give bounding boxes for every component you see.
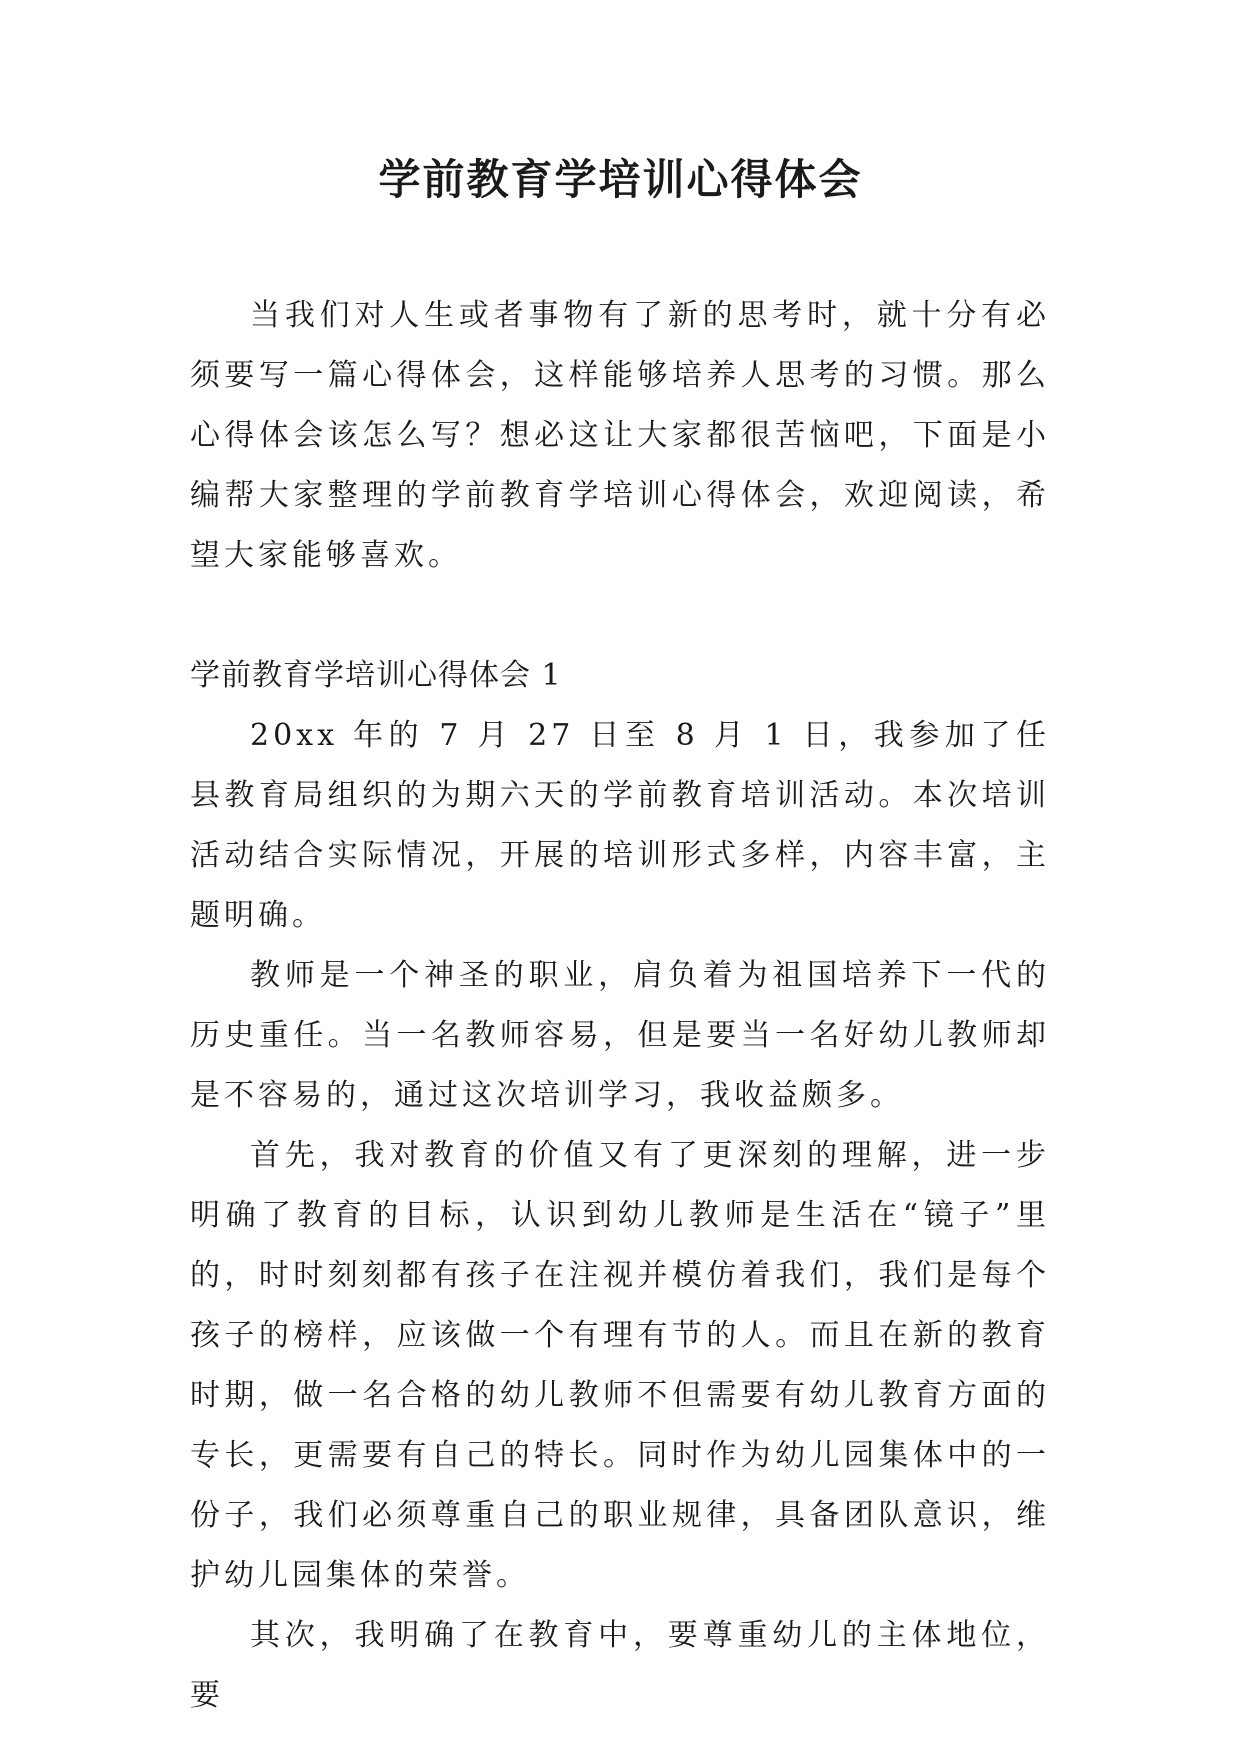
section-heading: 学前教育学培训心得体会 1: [190, 658, 562, 693]
document-body: [190, 286, 1050, 1726]
document-title: 学前教育学培训心得体会: [378, 155, 863, 204]
body-paragraph-3: 首先，我对教育的价值又有了更深刻的理解，进一步明确了教育的目标，认识到幼儿教师是生活在“镜子”里的，时时刻刻都有孩子在注视并模仿着我们，我们是每个孩子的榜样，应该做一个有理有节的人。而且在新的教育时期，做一名合格的幼儿教师不但需要有幼儿教育方面的专长，更需要有自己的特长。同时作为幼儿园集体中的一份子，我们必须尊重自己的职业规律，具备团队意识，维护幼儿园集体的荣誉。: [190, 1138, 1050, 1593]
body-paragraph-2: 教师是一个神圣的职业，肩负着为祖国培养下一代的历史重任。当一名教师容易，但是要当一名好幼儿教师却是不容易的，通过这次培训学习，我收益颇多。: [190, 958, 1050, 1113]
body-paragraph-4: 其次，我明确了在教育中，要尊重幼儿的主体地位，要: [190, 1618, 1050, 1713]
intro-paragraph: 当我们对人生或者事物有了新的思考时，就十分有必须要写一篇心得体会，这样能够培养人思考的习惯。那么心得体会该怎么写？想必这让大家都很苦恼吧，下面是小编帮大家整理的学前教育学培训心得体会，欢迎阅读，希望大家能够喜欢。: [190, 298, 1050, 573]
body-paragraph-1: 20xx 年的 7 月 27 日至 8 月 1 日，我参加了任县教育局组织的为期六天的学前教育培训活动。本次培训活动结合实际情况，开展的培训形式多样，内容丰富，主题明确。: [190, 718, 1050, 933]
